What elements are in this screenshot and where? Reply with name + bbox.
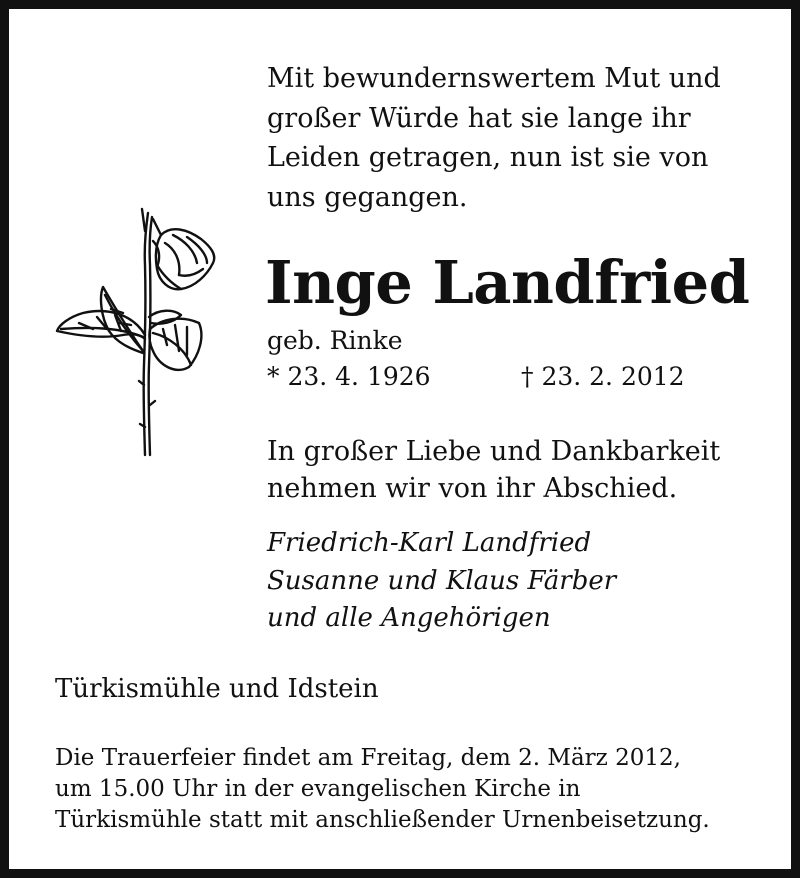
farewell-line: nehmen wir von ihr Abschied. (267, 473, 678, 504)
farewell-line: In großer Liebe und Dankbarkeit (267, 436, 721, 467)
service-line: Türkismühle statt mit anschließender Urnenbeisetzung. (55, 807, 710, 833)
death-date: † 23. 2. 2012 (521, 362, 685, 391)
intro-line: Leiden getragen, nun ist sie von (267, 142, 709, 173)
birth-date: * 23. 4. 1926 (267, 362, 431, 391)
place-line: Türkismühle und Idstein (55, 674, 379, 704)
intro-text (267, 59, 721, 217)
mourner-line: Friedrich-Karl Landfried (267, 528, 592, 558)
service-line: um 15.00 Uhr in der evangelischen Kirche in (55, 776, 581, 802)
mourner-line: und alle Angehörigen (267, 603, 551, 633)
farewell-text (267, 433, 720, 507)
wilted-rose-icon (49, 205, 224, 463)
mourner-line: Susanne und Klaus Färber (267, 565, 617, 596)
intro-line: Mit bewundernswertem Mut und (267, 63, 721, 94)
service-line: Die Trauerfeier findet am Freitag, dem 2. März 2012, (55, 745, 681, 771)
deceased-name: Inge Landfried (265, 248, 750, 317)
service-info (55, 743, 710, 836)
intro-line: großer Würde hat sie lange ihr (267, 102, 691, 134)
mourners-list (267, 525, 616, 638)
intro-line: uns gegangen. (267, 181, 468, 213)
born-name: geb. Rinke (267, 326, 403, 355)
